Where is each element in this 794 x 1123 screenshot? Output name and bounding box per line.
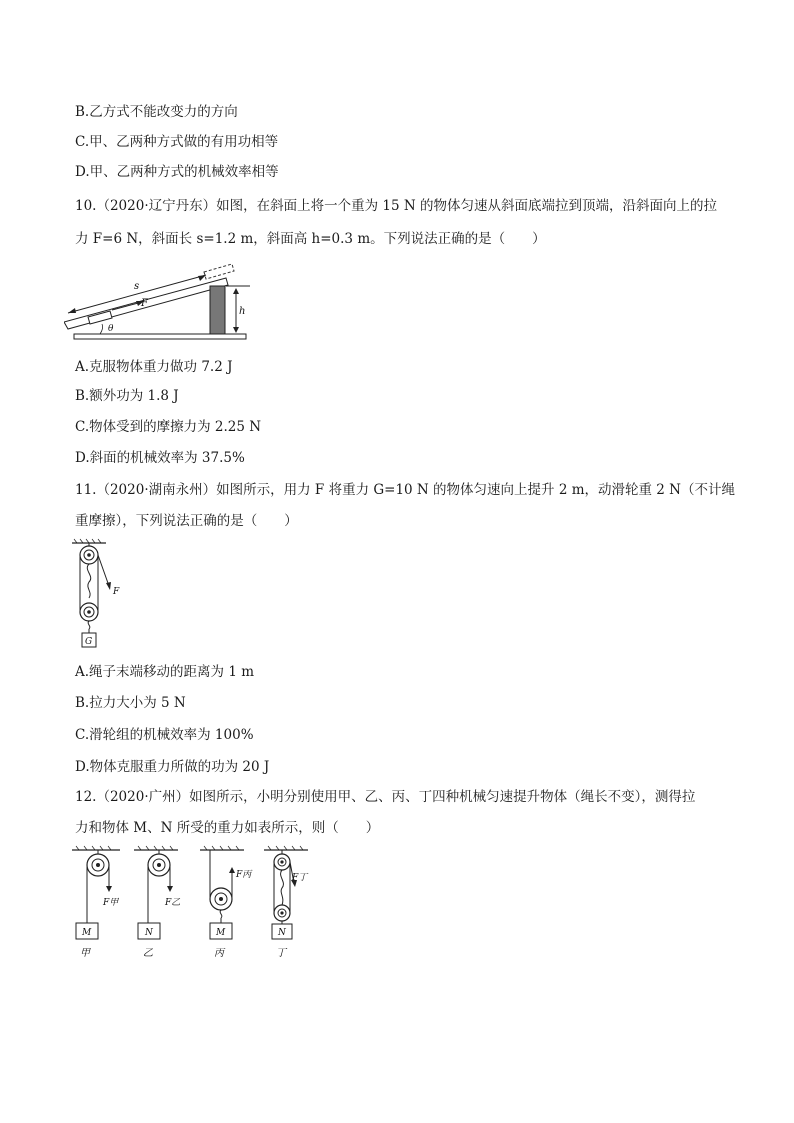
box-label-jia: M — [82, 928, 92, 938]
pulley-F-label: F — [113, 587, 120, 597]
caption-jia: 甲 — [80, 948, 90, 959]
box-label-ding: N — [278, 928, 286, 938]
caption-bing: 丙 — [214, 948, 224, 959]
q11-stem-line-2: 重摩擦），下列说法正确的是（ ） — [75, 513, 298, 529]
four-machines-figure — [68, 845, 328, 959]
box-label-bing: M — [216, 928, 226, 938]
force-label-jia: F甲 — [103, 898, 119, 908]
h-label: h — [239, 306, 246, 317]
q12-stem-line-2: 力和物体 M、N 所受的重力如表所示，则（ ） — [75, 820, 380, 836]
G-label: G — [85, 637, 93, 647]
q10-option-a: A.克服物体重力做功 7.2 J — [75, 359, 233, 375]
machine-ding — [264, 846, 309, 959]
pulley-block-figure — [68, 538, 128, 650]
machine-jia — [72, 846, 120, 959]
inclined-plane-figure — [64, 258, 256, 342]
q10-option-d: D.斜面的机械效率为 37.5% — [75, 450, 245, 466]
q10-option-c: C.物体受到的摩擦力为 2.25 N — [75, 419, 262, 435]
s-label: s — [134, 281, 140, 292]
F-label: F — [141, 298, 148, 309]
caption-yi: 乙 — [143, 948, 153, 959]
q10-stem-line-2: 力 F=6 N，斜面长 s=1.2 m，斜面高 h=0.3 m。下列说法正确的是（ ） — [75, 231, 546, 247]
caption-ding: 丁 — [276, 948, 286, 959]
q10-option-b: B.额外功为 1.8 J — [75, 388, 179, 404]
machine-yi — [134, 846, 180, 959]
q11-option-a: A.绳子末端移动的距离为 1 m — [75, 664, 255, 680]
force-label-ding: F丁 — [292, 873, 308, 883]
q11-option-d: D.物体克服重力所做的功为 20 J — [75, 759, 270, 775]
q11-option-b: B.拉力大小为 5 N — [75, 695, 186, 711]
q12-stem-line-1: 12.（2020·广州）如图所示，小明分别使用甲、乙、丙、丁四种机械匀速提升物体（绳长不变），测得拉 — [75, 789, 696, 805]
force-label-bing: F丙 — [236, 870, 252, 880]
q10-stem-line-1: 10.（2020·辽宁丹东）如图，在斜面上将一个重为 15 N 的物体匀速从斜面底端拉到顶端，沿斜面向上的拉 — [75, 198, 717, 214]
q11-option-c: C.滑轮组的机械效率为 100% — [75, 727, 254, 743]
q9-option-c: C.甲、乙两种方式做的有用功相等 — [75, 134, 279, 150]
q11-stem-line-1: 11.（2020·湖南永州）如图所示，用力 F 将重力 G=10 N 的物体匀速向上提升 2 m，动滑轮重 2 N（不计绳 — [75, 482, 735, 498]
q9-option-b: B.乙方式不能改变力的方向 — [75, 104, 238, 120]
machine-bing — [200, 846, 253, 959]
force-label-yi: F乙 — [165, 898, 181, 908]
theta-label: θ — [108, 324, 114, 334]
box-label-yi: N — [145, 928, 153, 938]
q9-option-d: D.甲、乙两种方式的机械效率相等 — [75, 164, 279, 180]
